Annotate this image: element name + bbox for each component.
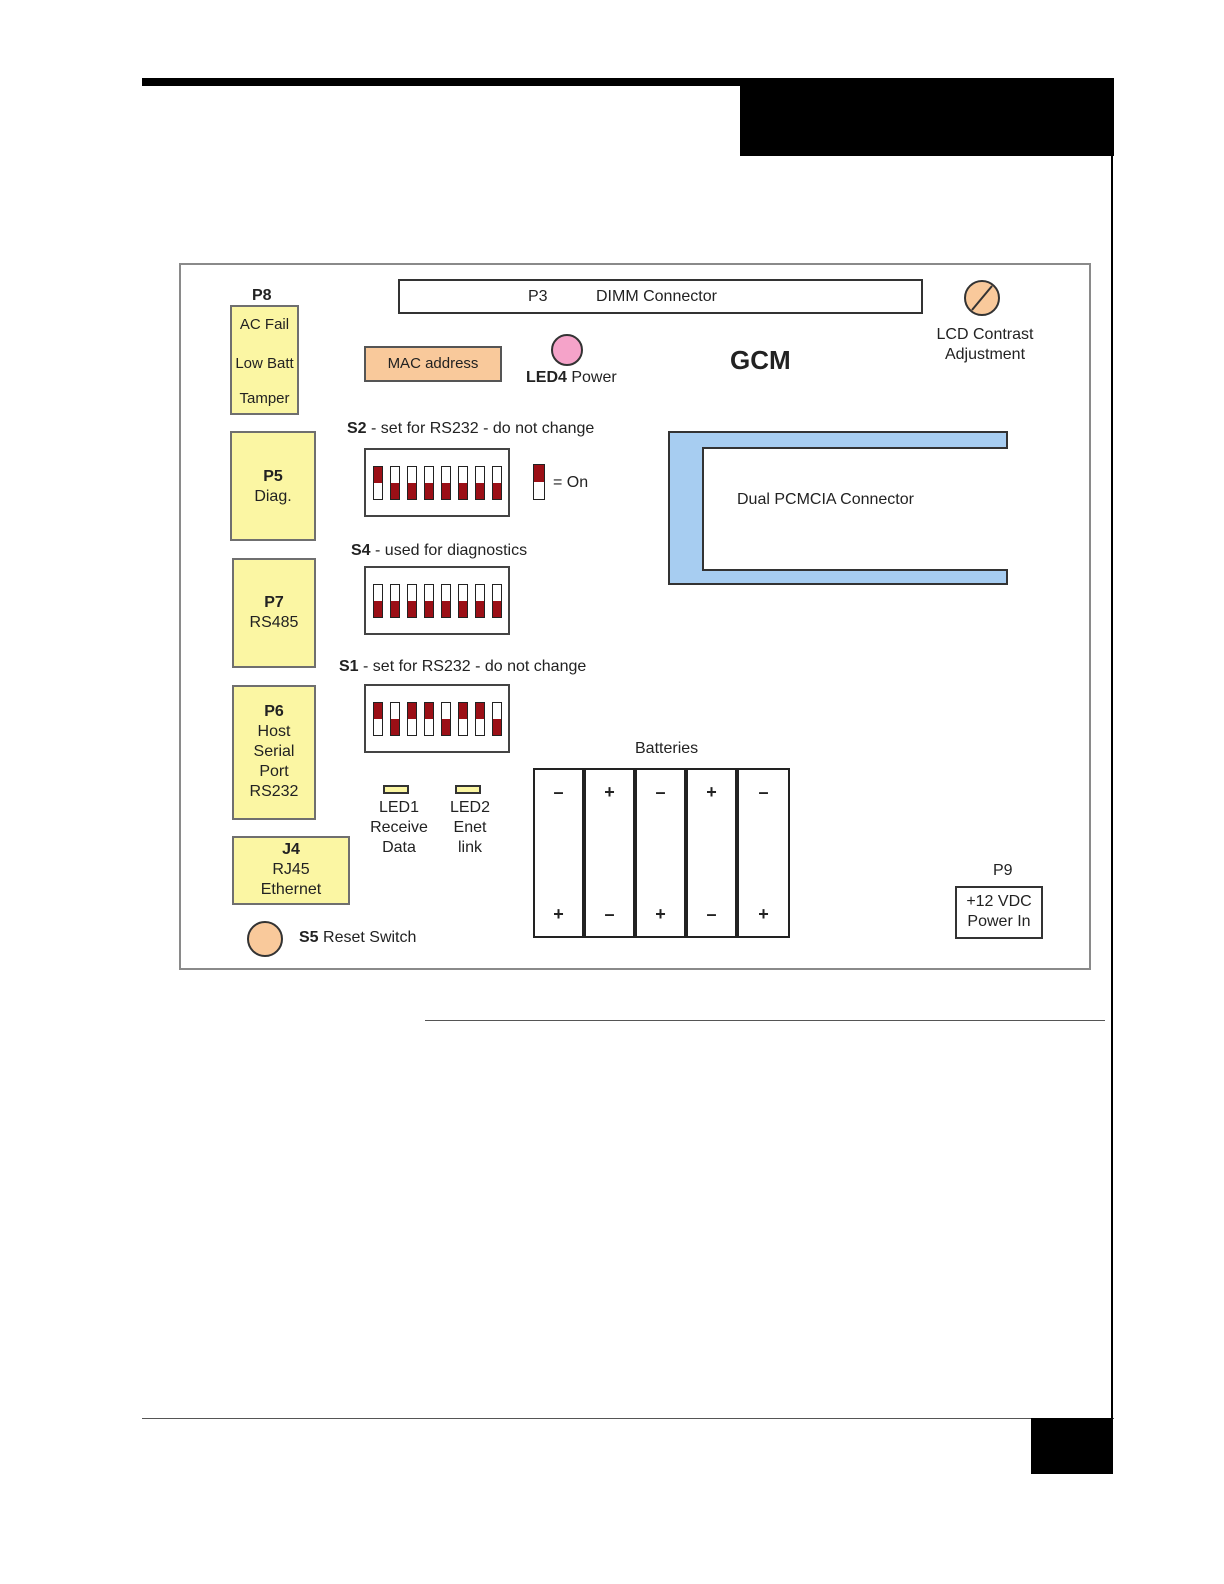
header-block — [740, 78, 1114, 156]
battery-cell-5-bottom-terminal: + — [758, 904, 769, 924]
s2-switch-2-actuator — [391, 483, 399, 499]
s4-switch-4-actuator — [425, 601, 433, 617]
footer-block — [1031, 1418, 1113, 1474]
s1-switch-8-actuator — [493, 719, 501, 735]
s4-switch-5 — [441, 584, 451, 618]
s2-dip-switch — [364, 448, 510, 517]
s2-switch-3 — [407, 466, 417, 500]
s5-label: S5 Reset Switch — [299, 929, 417, 946]
s1-switch-3 — [407, 702, 417, 736]
battery-cell-3 — [635, 768, 686, 938]
s4-switch-8-actuator — [493, 601, 501, 617]
j4-line-ethernet: Ethernet — [260, 881, 322, 898]
battery-cell-3-bottom-terminal: + — [655, 904, 666, 924]
p9-line-1: +12 VDC — [966, 893, 1032, 910]
p5-connector — [230, 431, 316, 541]
s1-switch-8 — [492, 702, 502, 736]
on-legend-label: = On — [553, 474, 589, 491]
s4-switch-2 — [390, 584, 400, 618]
lcd-contrast-label-1: LCD Contrast — [936, 326, 1034, 343]
s2-switch-6-actuator — [459, 483, 467, 499]
s1-switch-5-actuator — [442, 719, 450, 735]
s2-switch-2 — [390, 466, 400, 500]
p8-line-low-batt: Low Batt — [235, 355, 294, 372]
p9-connector — [955, 886, 1043, 939]
p8-line-tamper: Tamper — [239, 390, 290, 407]
s2-switch-1 — [373, 466, 383, 500]
p7-label: RS485 — [249, 614, 299, 631]
p3-label: P3 — [528, 288, 548, 305]
p8-line-ac-fail: AC Fail — [239, 316, 290, 333]
battery-cell-3-top-terminal: – — [655, 782, 666, 802]
p7-connector — [232, 558, 316, 668]
right-margin-rule — [1111, 78, 1113, 1474]
s4-switch-5-actuator — [442, 601, 450, 617]
battery-cell-2 — [584, 768, 635, 938]
s4-switch-1 — [373, 584, 383, 618]
lcd-contrast-label-2: Adjustment — [944, 346, 1026, 363]
s5-reset-switch-icon — [245, 919, 285, 959]
s1-switch-6-actuator — [459, 703, 467, 719]
s4-switch-4 — [424, 584, 434, 618]
s4-switch-6-actuator — [459, 601, 467, 617]
j4-connector — [232, 836, 350, 905]
s2-switch-8 — [492, 466, 502, 500]
p9-label: P9 — [993, 862, 1013, 879]
battery-cell-5-top-terminal: – — [758, 782, 769, 802]
s2-label: S2 - set for RS232 - do not change — [347, 420, 595, 437]
p5-label: Diag. — [254, 488, 292, 505]
board-title: GCM — [730, 345, 791, 375]
p6-line-host: Host — [257, 723, 291, 740]
s4-switch-3 — [407, 584, 417, 618]
battery-cell-1 — [533, 768, 584, 938]
p5-name: P5 — [263, 468, 283, 485]
footer-rule — [142, 1418, 1114, 1419]
battery-cell-1-bottom-terminal: + — [553, 904, 564, 924]
led1-label — [364, 798, 434, 858]
s4-switch-3-actuator — [408, 601, 416, 617]
dimm-label: DIMM Connector — [596, 288, 717, 305]
s2-switch-8-actuator — [493, 483, 501, 499]
s2-switch-5-actuator — [442, 483, 450, 499]
batteries-label: Batteries — [635, 740, 699, 757]
battery-cell-2-top-terminal: + — [604, 782, 615, 802]
s1-label: S1 - set for RS232 - do not change — [339, 658, 587, 675]
led1-indicator — [383, 785, 409, 794]
s2-switch-1-actuator — [374, 467, 382, 483]
s1-dip-switch — [364, 684, 510, 753]
led4-power-led-icon — [549, 332, 585, 368]
s4-switch-1-actuator — [374, 601, 382, 617]
s4-switch-6 — [458, 584, 468, 618]
battery-cell-4-top-terminal: + — [706, 782, 717, 802]
s2-switch-4 — [424, 466, 434, 500]
p6-line-rs232: RS232 — [249, 783, 299, 800]
s1-switch-7 — [475, 702, 485, 736]
p6-line-serial: Serial — [253, 743, 295, 760]
led1-line-1: LED1 — [378, 799, 420, 816]
s2-switch-4-actuator — [425, 483, 433, 499]
s1-switch-7-actuator — [476, 703, 484, 719]
p8-connector — [230, 305, 299, 415]
led1-line-2: Receive — [370, 819, 428, 836]
p8-label: P8 — [252, 287, 272, 304]
s4-switch-8 — [492, 584, 502, 618]
s4-switch-7 — [475, 584, 485, 618]
s1-switch-2 — [390, 702, 400, 736]
s4-switch-2-actuator — [391, 601, 399, 617]
led1-line-3: Data — [382, 839, 416, 856]
on-legend-switch-icon — [533, 464, 545, 500]
p9-line-2: Power In — [967, 913, 1031, 930]
led2-label — [440, 798, 500, 858]
p6-line-port: Port — [259, 763, 289, 780]
battery-pack — [533, 768, 790, 940]
s2-switch-3-actuator — [408, 483, 416, 499]
s1-switch-5 — [441, 702, 451, 736]
s1-switch-1-actuator — [374, 703, 382, 719]
s1-switch-2-actuator — [391, 719, 399, 735]
s1-switch-6 — [458, 702, 468, 736]
j4-line-rj45: RJ45 — [272, 861, 310, 878]
led4-label: LED4 Power — [526, 369, 617, 386]
p7-name: P7 — [264, 594, 284, 611]
lcd-contrast-potentiometer-icon — [962, 278, 1002, 318]
led2-line-2: Enet — [453, 819, 487, 836]
s1-switch-4 — [424, 702, 434, 736]
dimm-connector — [398, 279, 923, 314]
pcmcia-label: Dual PCMCIA Connector — [737, 491, 914, 508]
battery-cell-4 — [686, 768, 737, 938]
s2-switch-6 — [458, 466, 468, 500]
s2-switch-5 — [441, 466, 451, 500]
battery-cell-2-bottom-terminal: – — [604, 904, 615, 924]
s2-switch-7-actuator — [476, 483, 484, 499]
battery-cell-5 — [737, 768, 790, 938]
battery-cell-1-top-terminal: – — [553, 782, 564, 802]
section-rule — [425, 1020, 1105, 1021]
s4-switch-7-actuator — [476, 601, 484, 617]
s4-label: S4 - used for diagnostics — [351, 542, 528, 559]
battery-cell-4-bottom-terminal: – — [706, 904, 717, 924]
led2-line-1: LED2 — [449, 799, 491, 816]
s2-switch-7 — [475, 466, 485, 500]
j4-name: J4 — [282, 841, 300, 858]
p6-name: P6 — [264, 703, 284, 720]
p6-connector — [232, 685, 316, 820]
s1-switch-4-actuator — [425, 703, 433, 719]
s1-switch-1 — [373, 702, 383, 736]
led2-line-3: link — [457, 839, 482, 856]
s4-dip-switch — [364, 566, 510, 635]
led2-indicator — [455, 785, 481, 794]
mac-address-label: MAC address — [364, 346, 502, 382]
s1-switch-3-actuator — [408, 703, 416, 719]
